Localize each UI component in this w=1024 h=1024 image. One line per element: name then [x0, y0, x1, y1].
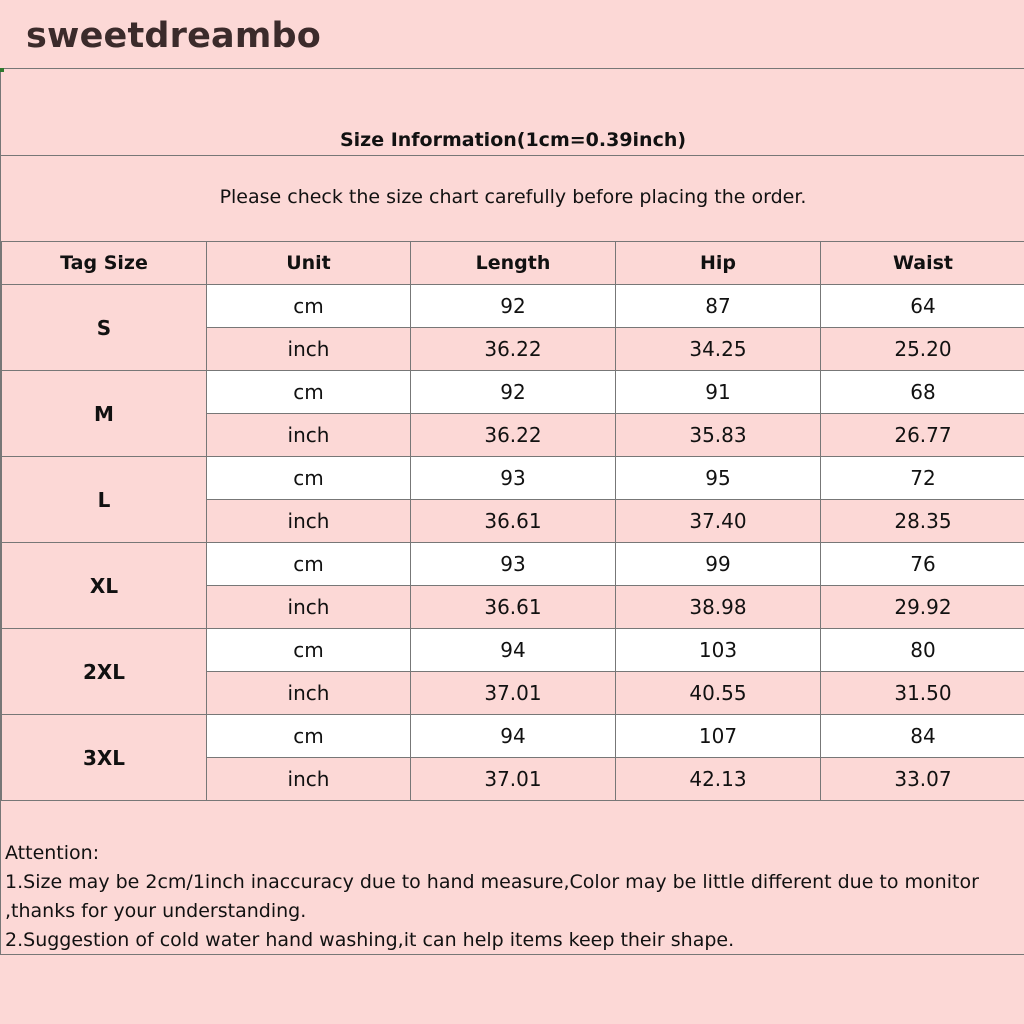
waist-cell: 84: [821, 715, 1024, 758]
header-hip: Hip: [616, 242, 821, 285]
header-tag-size: Tag Size: [2, 242, 207, 285]
table-row: [2, 371, 1024, 414]
header-unit: Unit: [207, 242, 411, 285]
waist-cell: 76: [821, 543, 1024, 586]
unit-cell: cm: [207, 285, 411, 328]
brand-name: sweetdreambo: [26, 16, 322, 56]
size-tag: 3XL: [2, 715, 207, 801]
title-band: [1, 69, 1024, 156]
hip-cell: 42.13: [616, 758, 821, 801]
size-table: [1, 241, 1024, 801]
size-tag: M: [2, 371, 207, 457]
hip-cell: 95: [616, 457, 821, 500]
table-row: [2, 715, 1024, 758]
length-cell: 93: [411, 457, 616, 500]
hip-cell: 91: [616, 371, 821, 414]
length-cell: 94: [411, 715, 616, 758]
unit-cell: inch: [207, 586, 411, 629]
attention-line: ,thanks for your understanding.: [5, 900, 307, 922]
hip-cell: 38.98: [616, 586, 821, 629]
length-cell: 92: [411, 285, 616, 328]
unit-cell: inch: [207, 414, 411, 457]
length-cell: 93: [411, 543, 616, 586]
waist-cell: 29.92: [821, 586, 1024, 629]
hip-cell: 40.55: [616, 672, 821, 715]
attention-line: 1.Size may be 2cm/1inch inaccuracy due to hand measure,Color may be little different due to monitor: [5, 871, 979, 893]
hip-cell: 34.25: [616, 328, 821, 371]
length-cell: 36.61: [411, 586, 616, 629]
header-waist: Waist: [821, 242, 1024, 285]
hip-cell: 37.40: [616, 500, 821, 543]
waist-cell: 33.07: [821, 758, 1024, 801]
size-tag: L: [2, 457, 207, 543]
chart-note: Please check the size chart carefully before placing the order.: [219, 186, 807, 208]
table-row: [2, 457, 1024, 500]
hip-cell: 103: [616, 629, 821, 672]
unit-cell: inch: [207, 672, 411, 715]
waist-cell: 68: [821, 371, 1024, 414]
attention-heading: Attention:: [5, 842, 100, 864]
waist-cell: 28.35: [821, 500, 1024, 543]
attention-notes: [5, 839, 1023, 955]
length-cell: 36.22: [411, 328, 616, 371]
unit-cell: inch: [207, 328, 411, 371]
size-chart-sheet: [0, 68, 1024, 955]
length-cell: 37.01: [411, 672, 616, 715]
table-row: [2, 629, 1024, 672]
length-cell: 94: [411, 629, 616, 672]
unit-cell: inch: [207, 758, 411, 801]
unit-cell: cm: [207, 371, 411, 414]
unit-cell: cm: [207, 715, 411, 758]
waist-cell: 31.50: [821, 672, 1024, 715]
waist-cell: 80: [821, 629, 1024, 672]
length-cell: 92: [411, 371, 616, 414]
hip-cell: 107: [616, 715, 821, 758]
note-band: [1, 156, 1024, 242]
size-tag: XL: [2, 543, 207, 629]
unit-cell: cm: [207, 629, 411, 672]
attention-line: 2.Suggestion of cold water hand washing,it can help items keep their shape.: [5, 929, 735, 951]
chart-title: Size Information(1cm=0.39inch): [339, 129, 687, 151]
length-cell: 36.22: [411, 414, 616, 457]
header-length: Length: [411, 242, 616, 285]
table-row: [2, 285, 1024, 328]
corner-mark: [0, 68, 4, 72]
waist-cell: 26.77: [821, 414, 1024, 457]
table-row: [2, 543, 1024, 586]
waist-cell: 72: [821, 457, 1024, 500]
length-cell: 37.01: [411, 758, 616, 801]
hip-cell: 99: [616, 543, 821, 586]
unit-cell: cm: [207, 457, 411, 500]
waist-cell: 25.20: [821, 328, 1024, 371]
waist-cell: 64: [821, 285, 1024, 328]
hip-cell: 35.83: [616, 414, 821, 457]
unit-cell: cm: [207, 543, 411, 586]
size-tag: S: [2, 285, 207, 371]
unit-cell: inch: [207, 500, 411, 543]
hip-cell: 87: [616, 285, 821, 328]
length-cell: 36.61: [411, 500, 616, 543]
size-tag: 2XL: [2, 629, 207, 715]
table-header-row: [2, 242, 1024, 285]
